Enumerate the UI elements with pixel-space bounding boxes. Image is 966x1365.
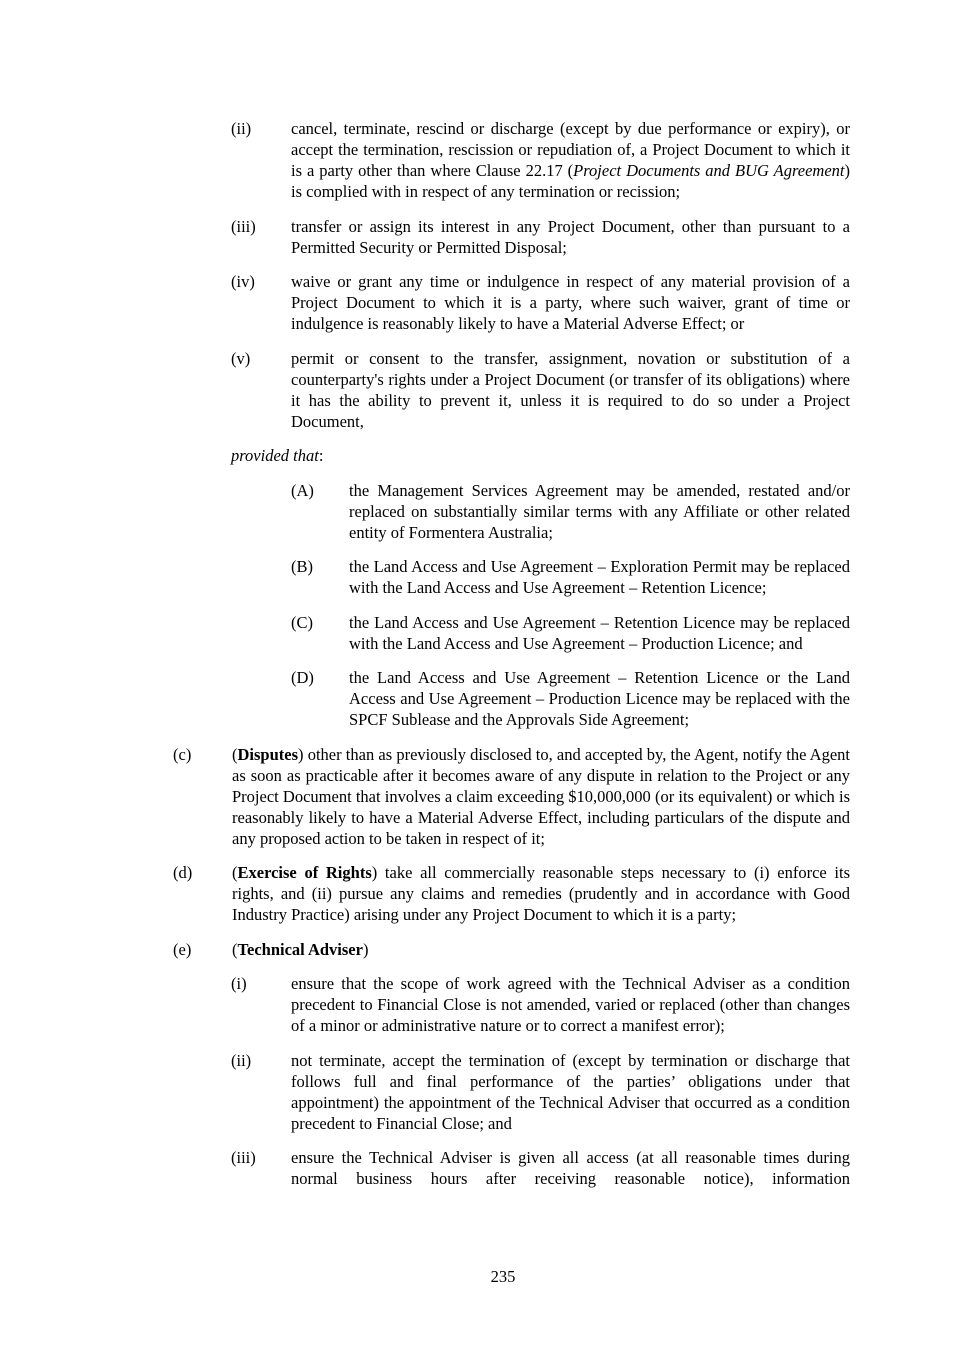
text-segment: ensure the Technical Adviser is given all access (at all reasonable times during normal business hours after receiving reasonable notice), information — [291, 1148, 850, 1188]
clause-text — [349, 667, 850, 730]
text-segment: ( — [232, 744, 238, 764]
clause-label: (ii) — [231, 1050, 252, 1070]
text-segment: : — [318, 446, 324, 465]
text-segment: ) take all commercially reasonable steps necessary to (i) enforce its rights, and (ii) pursue any claims and remedies (prudently and in accordance with Good Industry Practice) arising under any Project Document to which it is a party; — [232, 863, 850, 924]
text-segment: ) — [362, 939, 369, 959]
clause-label: (v) — [231, 348, 251, 368]
page-number: 235 — [490, 1267, 516, 1286]
clause-text — [291, 1050, 850, 1134]
clause-text — [231, 445, 850, 466]
text-segment-italic: Project Documents and BUG Agreement — [573, 161, 845, 180]
text-segment-bold: Technical Adviser — [237, 939, 363, 959]
clause-text — [349, 556, 850, 598]
clause-iii — [231, 216, 966, 258]
clause-e — [173, 939, 966, 960]
clause-label: (d) — [173, 863, 193, 882]
subclause-D — [291, 667, 966, 730]
clause-label: (A) — [291, 480, 314, 500]
clause-label: (c) — [173, 744, 192, 764]
text-segment-italic: provided that — [231, 446, 319, 465]
text-segment: the Management Services Agreement may be amended, restated and/or replaced on substantially similar terms with any Affiliate or other related entity of Formentera Australia; — [349, 480, 850, 542]
text-segment: ) is complied with in respect of any termination or recission; — [291, 161, 850, 201]
provided-that-line — [231, 445, 966, 466]
clause-text — [291, 973, 850, 1036]
clause-e-iii — [231, 1147, 966, 1189]
clause-c — [173, 744, 966, 849]
clause-text — [349, 480, 850, 543]
clause-text — [291, 1147, 850, 1189]
text-segment-bold: Disputes — [237, 744, 299, 764]
text-segment: cancel, terminate, rescind or discharge (except by due performance or expiry), or accept the termination, rescission or repudiation of, a Project Document to which it is a party other than where Clause 22.17 ( — [291, 119, 850, 180]
text-segment: waive or grant any time or indulgence in respect of any material provision of a Project Document to which it is a party, where such waiver, grant of time or indulgence is reasonably likely to have a Material Adverse Effect; or — [291, 272, 850, 333]
clause-text — [232, 939, 850, 960]
clause-label: (C) — [291, 612, 313, 632]
clause-label: (iv) — [231, 272, 255, 291]
text-segment: the Land Access and Use Agreement – Retention Licence may be replaced with the Land Access and Use Agreement – Production Licence; and — [349, 612, 850, 653]
clause-label: (iii) — [231, 216, 256, 236]
clause-iv — [231, 271, 966, 334]
text-segment: ensure that the scope of work agreed with the Technical Adviser as a condition precedent to Financial Close is not amended, varied or replaced (other than changes of a minor or administrative nature or to correct a manifest error); — [291, 974, 850, 1035]
clause-text — [232, 862, 850, 925]
clause-v — [231, 348, 966, 432]
text-segment: the Land Access and Use Agreement – Exploration Permit may be replaced with the Land Access and Use Agreement – Retention Licence; — [349, 557, 850, 597]
clause-text — [232, 744, 850, 849]
text-segment: ( — [232, 863, 238, 882]
clause-text — [291, 216, 850, 258]
clause-label: (e) — [173, 939, 192, 959]
clause-text — [291, 271, 850, 334]
subclause-A — [291, 480, 966, 543]
clause-ii — [231, 118, 966, 202]
clause-e-i — [231, 973, 966, 1036]
clause-label: (B) — [291, 557, 313, 576]
text-segment: permit or consent to the transfer, assignment, novation or substitution of a counterparty's rights under a Project Document (or transfer of its obligations) where it has the ability to prevent it, unless it is required to do so under a Project Document, — [291, 348, 850, 431]
subclause-C — [291, 612, 966, 654]
text-segment: ) other than as previously disclosed to, and accepted by, the Agent, notify the Agent as soon as practicable after it becomes aware of any dispute in relation to the Project or any Project Document that involves a claim exceeding $10,000,000 (or its equivalent) or which is reasonably likely to have a Material Adverse Effect, including particulars of the dispute and any proposed action to be taken in respect of it; — [232, 744, 850, 848]
clause-text — [349, 612, 850, 654]
document-body — [0, 118, 966, 1203]
text-segment: not terminate, accept the termination of (except by termination or discharge that follows full and final performance of the parties’ obligations under that appointment) the appointment of the Technical Adviser that occurred as a condition precedent to Financial Close; and — [291, 1050, 850, 1133]
clause-d — [173, 862, 966, 925]
text-segment-bold: Exercise of Rights — [237, 863, 372, 882]
text-segment: the Land Access and Use Agreement – Retention Licence or the Land Access and Use Agreement – Production Licence may be replaced with the SPCF Sublease and the Approvals Side Agreement; — [349, 668, 850, 729]
clause-text — [291, 348, 850, 432]
clause-text — [291, 118, 850, 202]
text-segment: ( — [232, 939, 238, 959]
text-segment: transfer or assign its interest in any Project Document, other than pursuant to a Permitted Security or Permitted Disposal; — [291, 216, 850, 257]
clause-label: (i) — [231, 974, 247, 993]
clause-e-ii — [231, 1050, 966, 1134]
clause-label: (iii) — [231, 1148, 256, 1167]
subclause-B — [291, 556, 966, 598]
clause-label: (D) — [291, 668, 314, 687]
clause-label: (ii) — [231, 119, 252, 138]
